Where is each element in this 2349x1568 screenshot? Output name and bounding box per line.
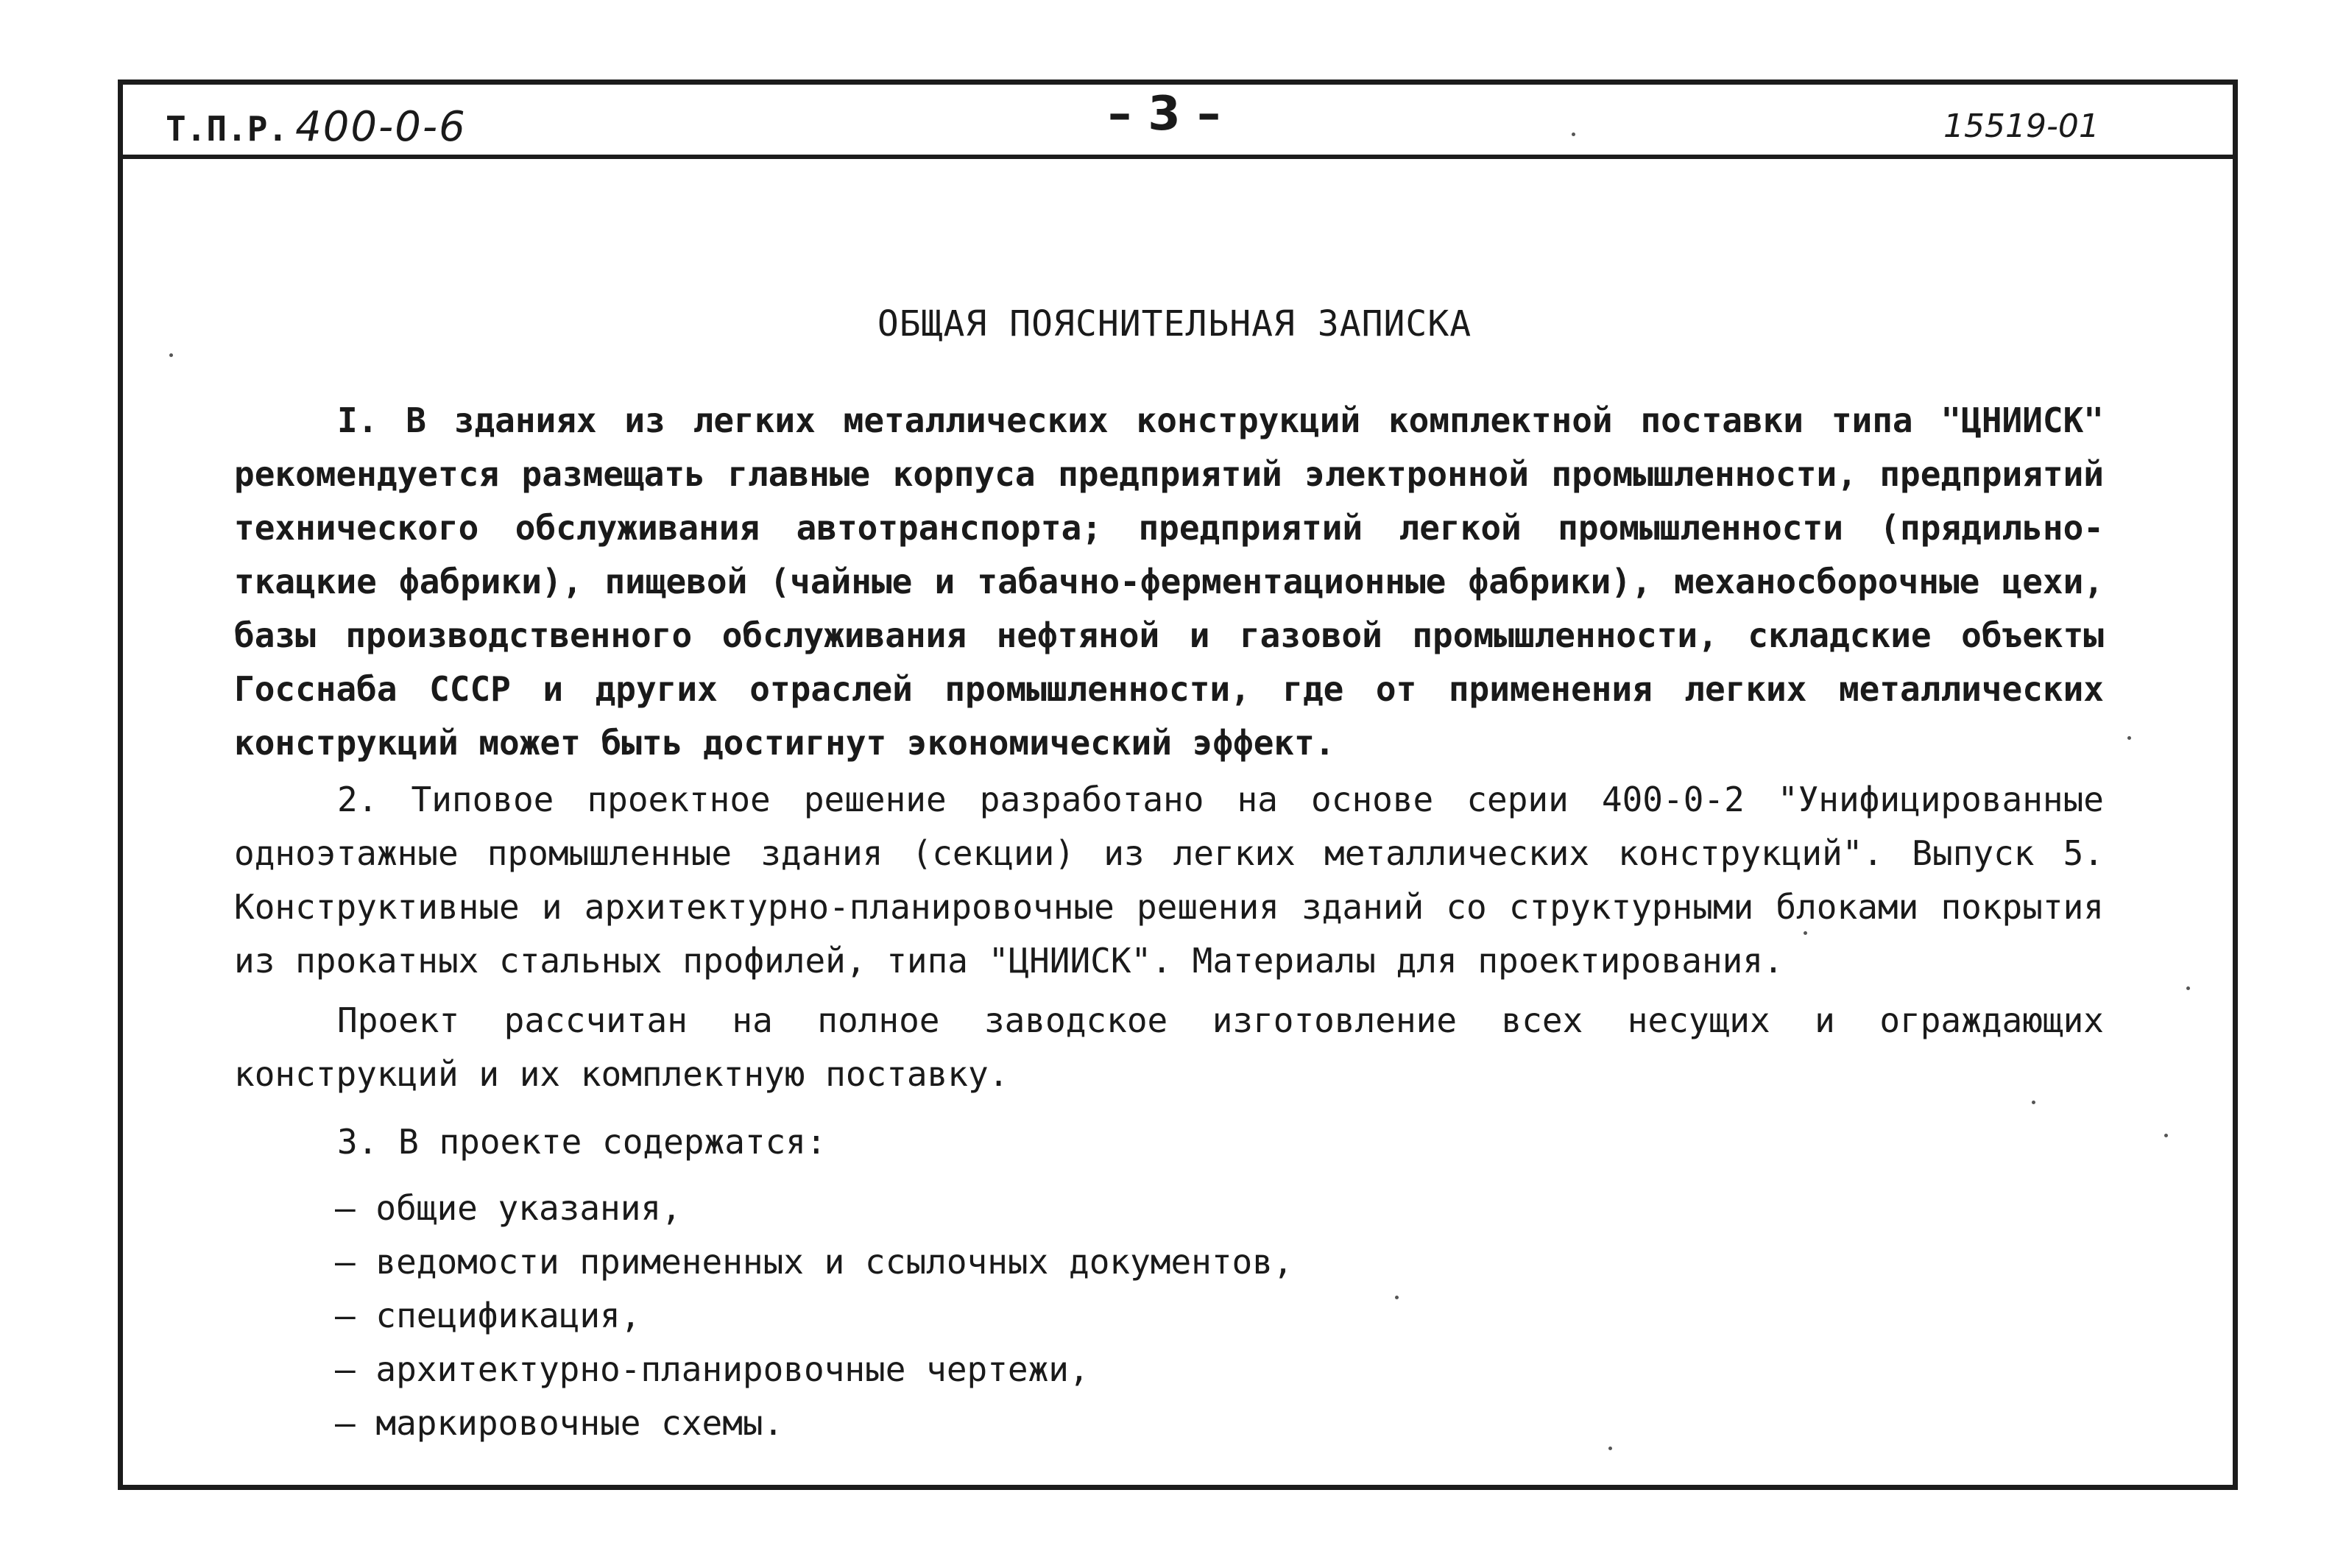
paragraph-text: Проект рассчитан на полное заводское изготовление всех несущих и ограждающих конструкций и их комплектную поставку. bbox=[234, 1000, 2104, 1094]
list-item: – спецификация, bbox=[335, 1289, 1293, 1343]
paragraph-text: I. В зданиях из легких металлических конструкций комплектной поставки типа "ЦНИИСК" рекомендуется размещать главные корпуса предприятий электронной промышленности, предприятий технического обслуживания автотранспорта; предприятий легкой промышленности (прядильно-ткацкие фабрики), пищевой (чайные и табачно-ферментационные фабрики), механосборочные цехи, базы производственного обслуживания нефтяной и газовой промышленности, складские объекты Госснаба СССР и других отраслей промышленности, где от применения легких металлических конструкций может быть достигнут экономический эффект. bbox=[234, 400, 2104, 763]
list-item: – маркировочные схемы. bbox=[335, 1396, 1293, 1450]
scan-speck bbox=[2164, 1134, 2168, 1137]
list-item: – архитектурно-планировочные чертежи, bbox=[335, 1343, 1293, 1396]
scan-speck bbox=[1572, 133, 1575, 136]
paragraph-text: 3. В проекте содержатся: bbox=[337, 1122, 827, 1162]
paragraph-1 bbox=[234, 394, 2104, 770]
sheet-code: 15519-01 bbox=[1943, 107, 2099, 145]
contents-list bbox=[335, 1182, 1293, 1450]
page-number: – 3 – bbox=[1108, 87, 1221, 141]
scan-speck bbox=[2127, 736, 2131, 740]
list-item: – общие указания, bbox=[335, 1182, 1293, 1235]
paragraph-2 bbox=[234, 773, 2104, 988]
series-number: 400-0-6 bbox=[295, 103, 467, 151]
document-title: ОБЩАЯ ПОЯСНИТЕЛЬНАЯ ЗАПИСКА bbox=[877, 303, 1472, 345]
paragraph-3 bbox=[234, 994, 2104, 1101]
scan-speck bbox=[2032, 1101, 2035, 1104]
list-item: – ведомости примененных и ссылочных документов, bbox=[335, 1235, 1293, 1289]
scan-speck bbox=[1608, 1447, 1612, 1450]
scan-speck bbox=[169, 353, 173, 357]
paragraph-text: 2. Типовое проектное решение разработано на основе серии 400-0-2 "Унифицированные одноэтажные промышленные здания (секции) из легких металлических конструкций". Выпуск 5. Конструктивные и архитектурно-планировочные решения зданий со структурными блоками покрытия из прокатных стальных профилей, типа "ЦНИИСК". Материалы для проектирования. bbox=[234, 780, 2104, 981]
header-divider bbox=[118, 155, 2238, 159]
scan-speck bbox=[2186, 986, 2190, 990]
series-reference bbox=[166, 103, 467, 151]
series-prefix: Т.П.Р. bbox=[166, 109, 289, 149]
scan-speck bbox=[1804, 931, 1807, 935]
paragraph-4 bbox=[234, 1115, 2104, 1169]
scan-speck bbox=[1395, 1296, 1399, 1299]
